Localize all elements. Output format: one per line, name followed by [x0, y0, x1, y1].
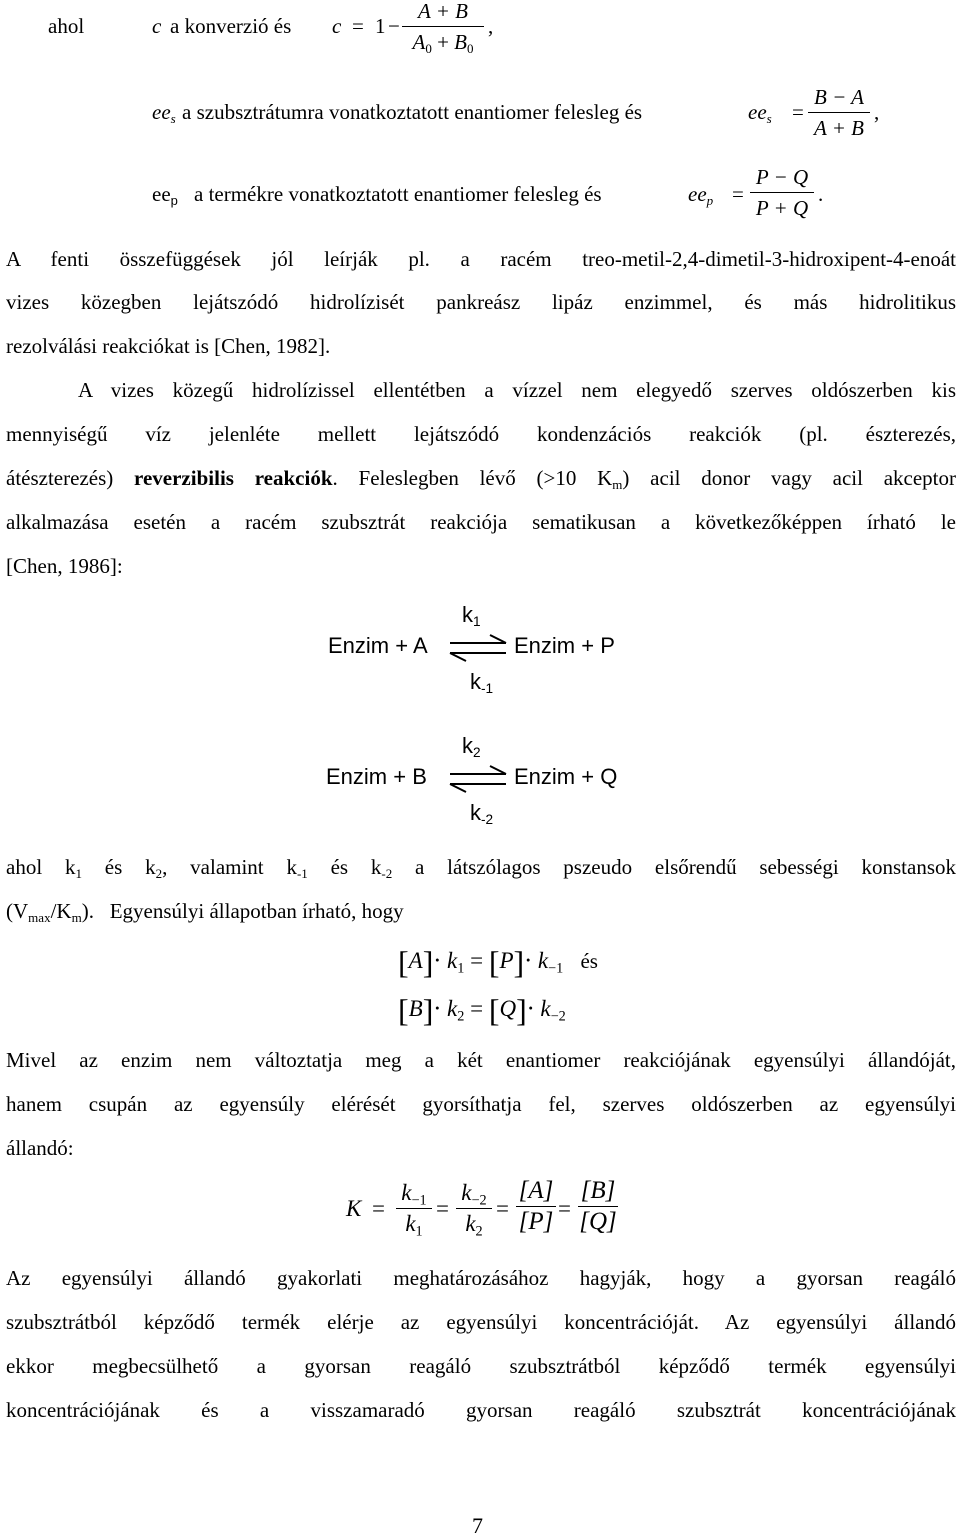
k-sub: −1 [548, 960, 564, 977]
fraction-numerator: P − Q [755, 165, 809, 189]
k: k [447, 948, 458, 973]
fraction-numerator [396, 1180, 432, 1209]
paragraph-line: [Chen, 1986]: [6, 554, 123, 578]
text-span: átészterezés) [6, 466, 114, 490]
var-ee-p [152, 182, 178, 207]
equals-sign: = [496, 1196, 509, 1221]
var-c: c [152, 14, 162, 38]
definition-text: a konverzió és [170, 14, 292, 38]
k-sub: 1 [415, 1223, 423, 1240]
text-span: és k [307, 855, 382, 879]
equation-b-q [398, 994, 566, 1026]
fraction-numerator: B − A [814, 85, 864, 109]
k-sub: −1 [411, 1192, 427, 1209]
fraction-b-q [578, 1178, 618, 1235]
bracket-right: ] [513, 944, 525, 980]
fraction-numerator [456, 1180, 492, 1209]
fraction-conversion [402, 0, 484, 55]
k-sub: -1 [481, 681, 494, 697]
k: k [470, 800, 481, 825]
fraction-a-p [516, 1178, 556, 1235]
species: P [499, 948, 514, 973]
fraction-denominator [402, 29, 484, 55]
k: k [540, 996, 551, 1021]
fraction-bar [516, 1206, 556, 1207]
lhs-ee: ee [748, 100, 767, 124]
paragraph-line: Mivel az enzim nem változtatja meg a két enantiomer reakciójának egyensúlyi állandóját, [6, 1048, 956, 1072]
equals-sign: = [792, 100, 804, 124]
fraction-bar [578, 1206, 618, 1207]
fraction-bar [750, 192, 814, 193]
lhs-ee-p [688, 182, 713, 207]
bracket-right: ] [516, 992, 527, 1028]
paragraph-line: Az egyensúlyi állandó gyakorlati meghatározásához hagyják, hogy a gyorsan reagáló [6, 1266, 956, 1290]
text-span: a látszólagos pszeudo elsőrendű sebességi konstansok [392, 855, 956, 879]
lhs-ee-s [748, 100, 772, 125]
paragraph-line: alkalmazása esetén a racém szubsztrát reakciója sematikusan a következőképpen írható le [6, 510, 956, 534]
equals-sign: = [558, 1196, 571, 1221]
den-a: A [412, 30, 426, 54]
ee: ee [152, 182, 171, 206]
k-sub: -2 [481, 812, 494, 828]
bold-term: reverzibilis reakciók [134, 466, 333, 490]
subscript: 2 [155, 865, 163, 881]
text-span: ). [81, 899, 94, 923]
text-span: ahol k [6, 855, 76, 879]
equals-sign: = [732, 182, 744, 206]
k: k [401, 1180, 412, 1205]
k: k [465, 1211, 476, 1236]
fraction-denominator: A + B [814, 116, 864, 140]
fraction-bar [402, 26, 484, 27]
fraction-bar [808, 112, 870, 113]
bracket-left: [ [398, 992, 409, 1028]
k: k [470, 669, 481, 694]
fraction-denominator [396, 1211, 432, 1240]
bracket-left: [ [488, 944, 500, 980]
rate-constant-forward [462, 602, 481, 628]
subscript: 1 [75, 865, 82, 881]
page-number: 7 [472, 1513, 483, 1538]
product-side: Enzim + Q [514, 764, 618, 789]
rate-constant-forward [462, 733, 481, 759]
product-side: Enzim + P [514, 633, 615, 658]
lhs-ee-sub: p [706, 192, 714, 208]
k: k [537, 948, 549, 973]
paragraph-line: ekkor megbecsülhető a gyorsan reagáló szubsztrátból képződő termék egyensúlyi [6, 1354, 956, 1378]
species: B [408, 996, 423, 1021]
var-K: K [346, 1196, 362, 1221]
equilibrium-arrows-icon [446, 765, 510, 793]
fraction-denominator: [Q] [579, 1208, 617, 1235]
fraction-denominator: [P] [518, 1208, 554, 1235]
var-c-lhs: c [332, 14, 342, 38]
k-sub: −2 [550, 1008, 566, 1025]
fraction-denominator [456, 1211, 492, 1240]
k: k [461, 1180, 472, 1205]
k-sub: 2 [475, 1223, 483, 1240]
paragraph-line: vizes közegben lejátszódó hidrolízisét pankreász lipáz enzimmel, és más hidrolitikus [6, 290, 956, 314]
paragraph-line: A vizes közegű hidrolízissel ellentétben a vízzel nem elegyedő szerves oldószerben kis [78, 378, 956, 402]
paragraph-line: rezolválási reakciókat is [Chen, 1982]. [6, 334, 331, 358]
k-sub: −2 [471, 1192, 487, 1209]
paragraph-line: A fenti összefüggések jól leírják pl. a racém treo-metil-2,4-dimetil-3-hidroxipent-4-enoát [6, 247, 956, 271]
k-sub: 1 [473, 614, 481, 630]
species: A [408, 948, 423, 973]
text-span: Egyensúlyi állapotban írható, hogy [109, 899, 404, 923]
paragraph-line-mixed [6, 846, 956, 890]
dot-operator: ⋅ [524, 948, 533, 973]
den-a-sub: 0 [425, 40, 432, 56]
dot-operator: ⋅ [433, 996, 442, 1021]
ee-sub: s [170, 110, 176, 126]
paragraph-line: hanem csupán az egyensúly elérését gyorsíthatja fel, szerves oldószerben az egyensúlyi [6, 1092, 956, 1116]
k-sub: 2 [473, 745, 481, 761]
equals-sign: = [436, 1196, 449, 1221]
equation-a-p [398, 946, 598, 978]
period: . [818, 182, 824, 206]
text-span: /K [50, 899, 72, 923]
fraction-numerator: A + B [418, 0, 468, 23]
species: Q [499, 996, 517, 1021]
word-es: és [580, 949, 598, 973]
bracket-left: [ [488, 992, 500, 1028]
paragraph-line: koncentrációjának és a visszamaradó gyorsan reagáló szubsztrát koncentrációjának [6, 1398, 956, 1422]
paragraph-line: mennyiségű víz jelenléte mellett lejátszódó kondenzációs reakciók (pl. észterezés, [6, 422, 956, 446]
text-span: ) acil donor vagy acil akceptor [622, 466, 956, 490]
text-span: (V [6, 899, 29, 923]
ee: ee [152, 100, 171, 124]
k: k [447, 996, 458, 1021]
k-sub: 2 [457, 1008, 465, 1025]
ee-sub: p [170, 192, 178, 208]
den-b-sub: 0 [467, 40, 474, 56]
k: k [405, 1211, 416, 1236]
var-ee-s [152, 100, 176, 125]
den-b: B [454, 30, 467, 54]
subscript: m [612, 476, 623, 492]
equals-sign: = [470, 996, 484, 1021]
subscript: m [71, 909, 82, 925]
word-ahol: ahol [48, 14, 85, 38]
lhs-ee: ee [688, 182, 707, 206]
bracket-right: ] [422, 944, 434, 980]
text-span: , valamint k [162, 855, 297, 879]
fraction-ee-p [750, 164, 814, 221]
subscript: max [28, 909, 51, 925]
paragraph-line: szubsztrátból képződő termék elérje az egyensúlyi koncentrációját. Az egyensúlyi állandó [6, 1310, 956, 1334]
rate-constant-reverse [470, 800, 493, 826]
k: k [462, 602, 473, 627]
k-sub: 1 [457, 960, 465, 977]
fraction-denominator: P + Q [755, 196, 809, 220]
definition-text: a szubsztrátumra vonatkoztatott enantiomer felesleg és [182, 100, 643, 124]
equals-sign: = [372, 1196, 385, 1221]
equals-sign: = [470, 948, 484, 973]
paragraph-line-mixed [6, 890, 956, 934]
fraction-ee-s [808, 84, 870, 141]
k: k [462, 733, 473, 758]
fraction-k-1-k1 [396, 1180, 432, 1240]
bracket-right: ] [422, 992, 434, 1028]
den-plus: + [437, 30, 449, 54]
reactant-side: Enzim + B [326, 764, 427, 789]
paragraph-line-mixed [6, 457, 956, 501]
dot-operator: ⋅ [526, 996, 535, 1021]
definition-text: a termékre vonatkoztatott enantiomer felesleg és [194, 182, 602, 206]
lhs-ee-sub: s [766, 110, 772, 126]
text-span: és k [81, 855, 156, 879]
comma: , [488, 14, 494, 38]
rate-constant-reverse [470, 669, 493, 695]
comma: , [874, 100, 880, 124]
subscript: -1 [296, 865, 308, 881]
fraction-numerator: [B] [580, 1177, 616, 1204]
equilibrium-arrows-icon [446, 634, 510, 662]
fraction-numerator: [A] [518, 1177, 554, 1204]
dot-operator: ⋅ [433, 948, 442, 973]
bracket-left: [ [398, 944, 409, 980]
equals-sign: = [352, 14, 364, 38]
paragraph-line: állandó: [6, 1136, 74, 1160]
reactant-side: Enzim + A [328, 633, 428, 658]
subscript: -2 [381, 865, 393, 881]
one: 1 [375, 14, 386, 38]
text-span: . Feleslegben lévő (>10 K [332, 466, 613, 490]
minus-sign: − [388, 14, 400, 38]
fraction-k-2-k2 [456, 1180, 492, 1240]
